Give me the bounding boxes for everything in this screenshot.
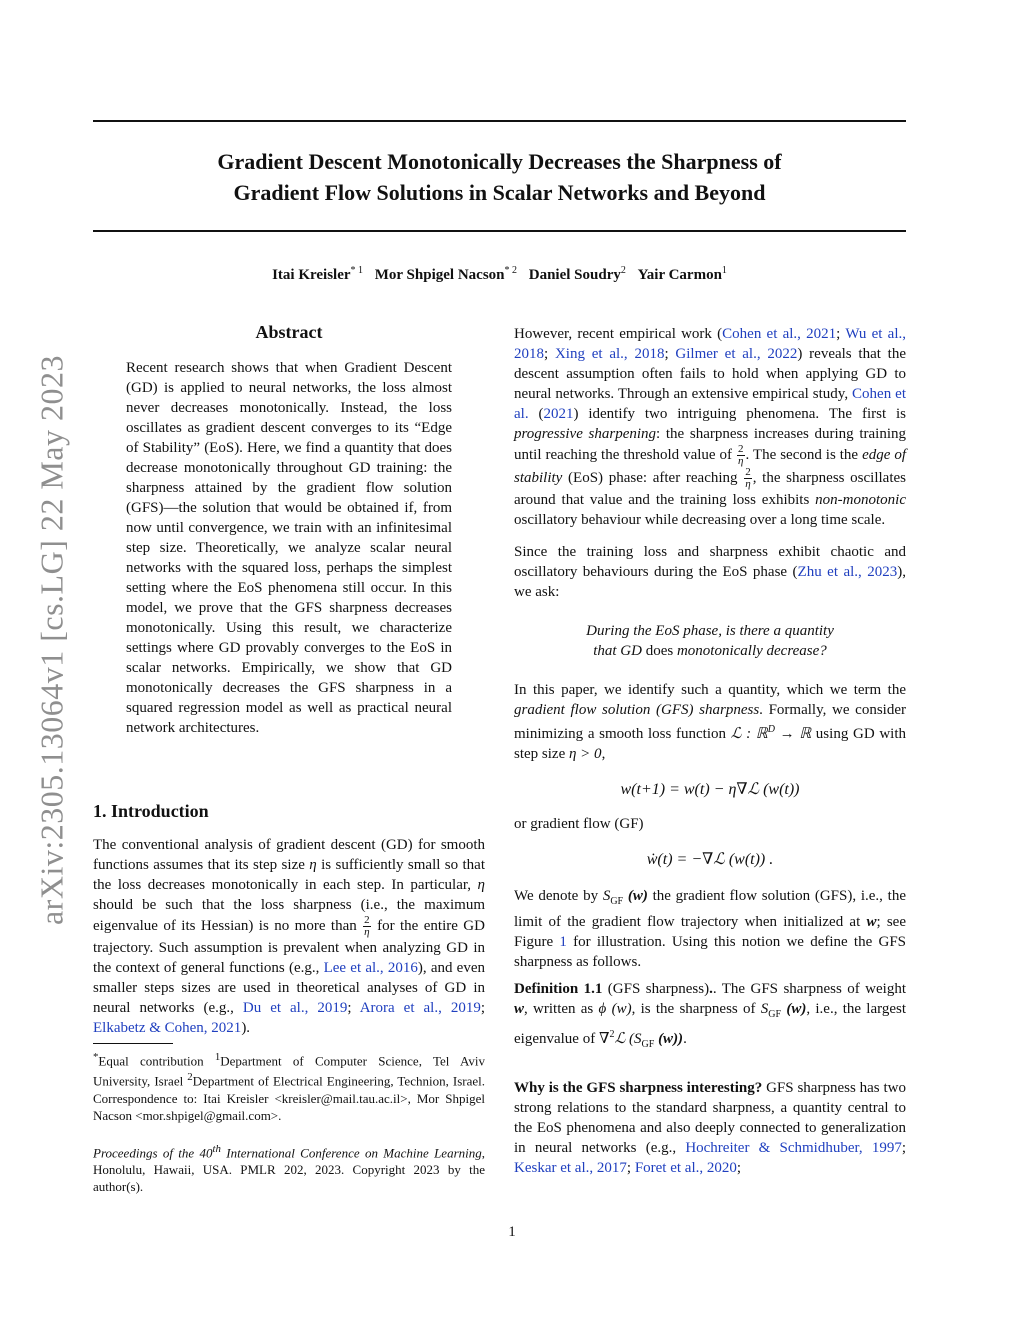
author: Mor Shpigel Nacson$^{* 2}$ [374,265,517,283]
abstract-text: Recent research shows that when Gradient Descent (GD) is applied to neural networks, the loss almost never decreases monotonically. Instead, the loss oscillates as gradient descent converges to its “Edge of Stability” (EoS). Here, we find a quantity that does decrease monotonically throughout GD training: the sharpness attained by the gradient flow solution (GFS)—the solution that would be obtained if, from now until convergence, we train with an infinitesimal step size. Theoretically, we analyze scalar neural networks with the squared loss, perhaps the simplest setting where the EoS phenomena still occur. In this model, we prove that the GFS sharpness decreases monotonically. Using this result, we characterize settings where GD provably converges to the EoS in scalar networks. Empirically, we show that GD monotonically decreases the GFS sharpness in a squared regression model as well as practical neural network architectures. [126,360,452,736]
citation-link[interactable]: Gilmer et al., 2022 [675,346,798,362]
footnote-rule [93,1043,173,1044]
author: Itai Kreisler$^{* 1}$ [272,265,364,283]
citation-link[interactable]: Wu et al., 2018 [514,326,906,362]
paragraph-gradient-flow: or gradient flow (GF) [514,816,644,832]
fraction-2-over-eta: $\frac{2}{\eta}$ [738,443,744,467]
paragraph-gfs-notation: We denote by $S_{GF}$ (w) the gradient flow solution (GFS), i.e., the limit of the gradient flow trajectory when initialized at w; see Figure 1 for illustration. Using this notion we define the GFS sharpness as follows. [514,888,907,970]
citation-link[interactable]: 2021 [543,406,574,422]
citation-link[interactable]: Hochreiter & Schmidhuber, 1997 [685,1140,902,1156]
paragraph-why-gfs: Why is the GFS sharpness interesting? GFS sharpness has two strong relations to the standard sharpness, a quantity central to the EoS phenomena and also deeply connected to generalization in neural networks (e.g., Hochreiter & Schmidhuber, 1997; Keskar et al., 2017; Foret et al., 2020; [514,1080,906,1176]
title-line-1: Gradient Descent Monotonically Decreases the Sharpness of [217,149,782,174]
citation-link[interactable]: Du et al., 2019 [242,1000,348,1016]
citation-link[interactable]: Foret et al., 2020 [634,1160,737,1176]
abstract-heading: Abstract [255,322,323,342]
equation-gradient-flow: ẇ(t) = −∇ℒ (w(t)) . [646,851,774,868]
right-column [514,324,906,1178]
paragraph-heading: Why is the GFS sharpness interesting? [514,1080,763,1096]
title-top-rule [93,120,906,122]
citation-link[interactable]: Keskar et al., 2017 [514,1160,627,1176]
citation-link[interactable]: Cohen et al., 2021 [722,326,837,342]
introduction-section [93,801,485,1038]
section-heading-introduction: 1. Introduction [93,801,209,821]
citation-link[interactable]: Cohen et al. [514,386,906,422]
citation-link[interactable]: Zhu et al., 2023 [797,564,898,580]
author-list [93,265,906,284]
fraction-2-over-eta: $\frac{2}{\eta}$ [745,466,751,490]
definition-1-1: Definition 1.1 (GFS sharpness).. The GFS sharpness of weight w, written as ϕ (w), is the sharpness of $S_{GF}$ (w), i.e., the largest eigenvalue of ∇$^2$ℒ ($S_{GF}$ (w)). [514,981,907,1050]
page-number: 1 [508,1224,516,1240]
intro-paragraph: The conventional analysis of gradient descent (GD) for smooth functions assumes that its step size η is sufficiently small so that the loss decreases monotonically in each step. In particular, η should be such that the loss sharpness (i.e., the maximum eigenvalue of its Hessian) is no more than $\frac{2}{\eta}$ for the entire GD trajectory. Such assumption is prevalent when analyzing GD in the context of general functions (e.g., Lee et al., 2016), and even smaller steps sizes are used in theoretical analyses of GD in neural networks (e.g., Du et al., 2019; Arora et al., 2019; Elkabetz & Cohen, 2021). [93,837,486,1036]
arxiv-side-label: arXiv:2305.13064v1 [cs.LG] 22 May 2023 [33,354,70,926]
abstract-body [126,358,452,738]
figure-link[interactable]: 1 [559,934,567,950]
paragraph-empirical-work: However, recent empirical work (Cohen et al., 2021; Wu et al., 2018; Xing et al., 2018; Gilmer et al., 2022) reveals that the descent assumption often fails to hold when applying GD to neural networks. Through an extensive empirical study, Cohen et al. (2021) identify two intriguing phenomena. The first is progressive sharpening: the sharpness increases during training until reaching the threshold value of $\frac{2}{\eta}$ . The second is the edge of stability (EoS) phase: after reaching $\frac{2}{\eta}$ , the sharpness oscillates around that value and the training loss exhibits non-monotonic oscillatory behaviour while decreasing over a long time scale. [514,326,907,528]
fraction-2-over-eta: $\frac{2}{\eta}$ [364,914,370,938]
author: Yair Carmon$^1$ [637,265,727,283]
research-question: During the EoS phase, is there a quantity that GD does monotonically decrease? [586,623,834,659]
footnote-block [93,1049,485,1195]
citation-link[interactable]: Xing et al., 2018 [554,346,665,362]
citation-link[interactable]: Arora et al., 2019 [359,1000,481,1016]
title-bottom-rule [93,230,906,232]
equation-gd-update: w(t+1) = w(t) − η∇ℒ (w(t)) [620,781,800,798]
paragraph-gfs-definition-intro: In this paper, we identify such a quantity, which we term the gradient flow solution (GFS) sharpness. Formally, we consider minimizing a smooth loss function ℒ : ℝ$^D$ → ℝ using GD with step size η > 0, [514,682,906,762]
citation-link[interactable]: Elkabetz & Cohen, 2021 [93,1020,242,1036]
author: Daniel Soudry$^2$ [528,265,626,283]
affiliation-footnote: *Equal contribution $^1$Department of Computer Science, Tel Aviv University, Israel $^2$Department of Electrical Engineering, Technion, Israel. Correspondence to: Itai Kreisler <kreisler@mail.tau.ac.il>, Mor Shpigel Nacson <mor.shpigel@gmail.com>. [93,1051,485,1123]
proceedings-note: Proceedings of the 40th International Conference on Machine Learning, Honolulu, Hawaii, USA. PMLR 202, 2023. Copyright 2023 by the author(s). [93,1142,485,1194]
paper-title [93,146,906,208]
paragraph-we-ask: Since the training loss and sharpness exhibit chaotic and oscillatory behaviours during the EoS phase (Zhu et al., 2023), we ask: [514,544,906,600]
citation-link[interactable]: Lee et al., 2016 [323,960,418,976]
title-line-2: Gradient Flow Solutions in Scalar Networks and Beyond [233,180,766,205]
